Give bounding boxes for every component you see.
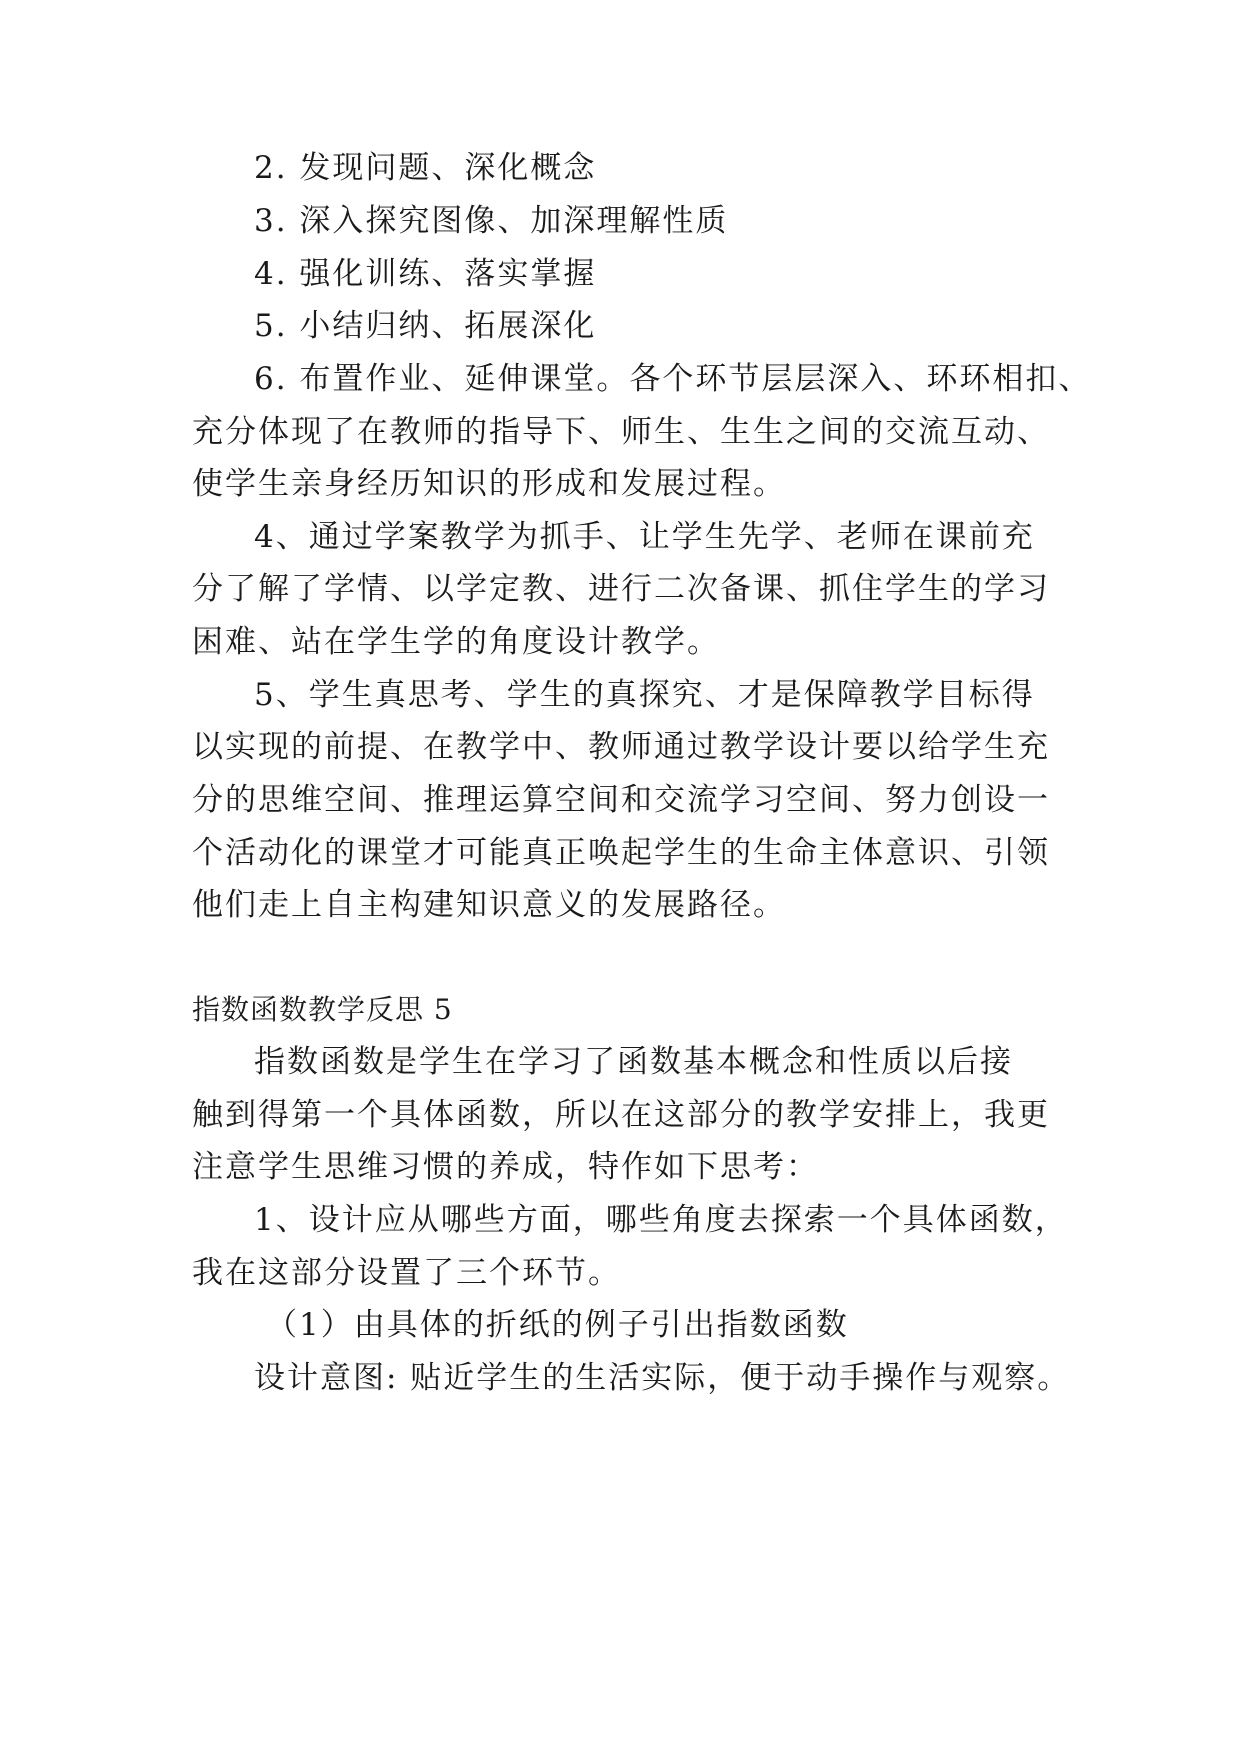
section-title: 指数函数教学反思 5: [192, 993, 453, 1026]
paragraph-line: 我在这部分设置了三个环节。: [192, 1255, 621, 1291]
paragraph-line: 分了解了学情、以学定教、进行二次备课、抓住学生的学习: [192, 571, 1050, 607]
paragraph-line: 指数函数是学生在学习了函数基本概念和性质以后接: [254, 1044, 1013, 1080]
paragraph-line: 5、学生真思考、学生的真探究、才是保障教学目标得: [254, 677, 1035, 713]
paragraph-line: 以实现的前提、在教学中、教师通过教学设计要以给学生充: [192, 729, 1050, 765]
paragraph-line: 分的思维空间、推理运算空间和交流学习空间、努力创设一: [192, 782, 1050, 818]
paragraph-line: 注意学生思维习惯的养成，特作如下思考：: [192, 1149, 819, 1185]
paragraph-line: 使学生亲身经历知识的形成和发展过程。: [192, 466, 786, 502]
paragraph-line: 4、通过学案教学为抓手、让学生先学、老师在课前充: [254, 519, 1035, 555]
paragraph-line: 6. 布置作业、延伸课堂。各个环节层层深入、环环相扣、: [254, 361, 1092, 397]
paragraph-line: 困难、站在学生学的角度设计教学。: [192, 624, 720, 660]
paragraph-line: 触到得第一个具体函数，所以在这部分的教学安排上，我更: [192, 1097, 1050, 1133]
paragraph-line: 1、设计应从哪些方面，哪些角度去探索一个具体函数，: [254, 1202, 1068, 1238]
list-item: 5. 小结归纳、拓展深化: [254, 308, 597, 344]
list-item: 3. 深入探究图像、加深理解性质: [254, 203, 729, 239]
paragraph-line: 设计意图: 贴近学生的生活实际，便于动手操作与观察。: [254, 1360, 1071, 1396]
list-item: 2. 发现问题、深化概念: [254, 150, 597, 186]
list-item: （1）由具体的折纸的例子引出指数函数: [266, 1307, 849, 1343]
paragraph-line: 他们走上自主构建知识意义的发展路径。: [192, 887, 786, 923]
list-item: 4. 强化训练、落实掌握: [254, 256, 597, 292]
paragraph-line: 个活动化的课堂才可能真正唤起学生的生命主体意识、引领: [192, 835, 1050, 871]
paragraph-line: 充分体现了在教师的指导下、师生、生生之间的交流互动、: [192, 414, 1050, 450]
